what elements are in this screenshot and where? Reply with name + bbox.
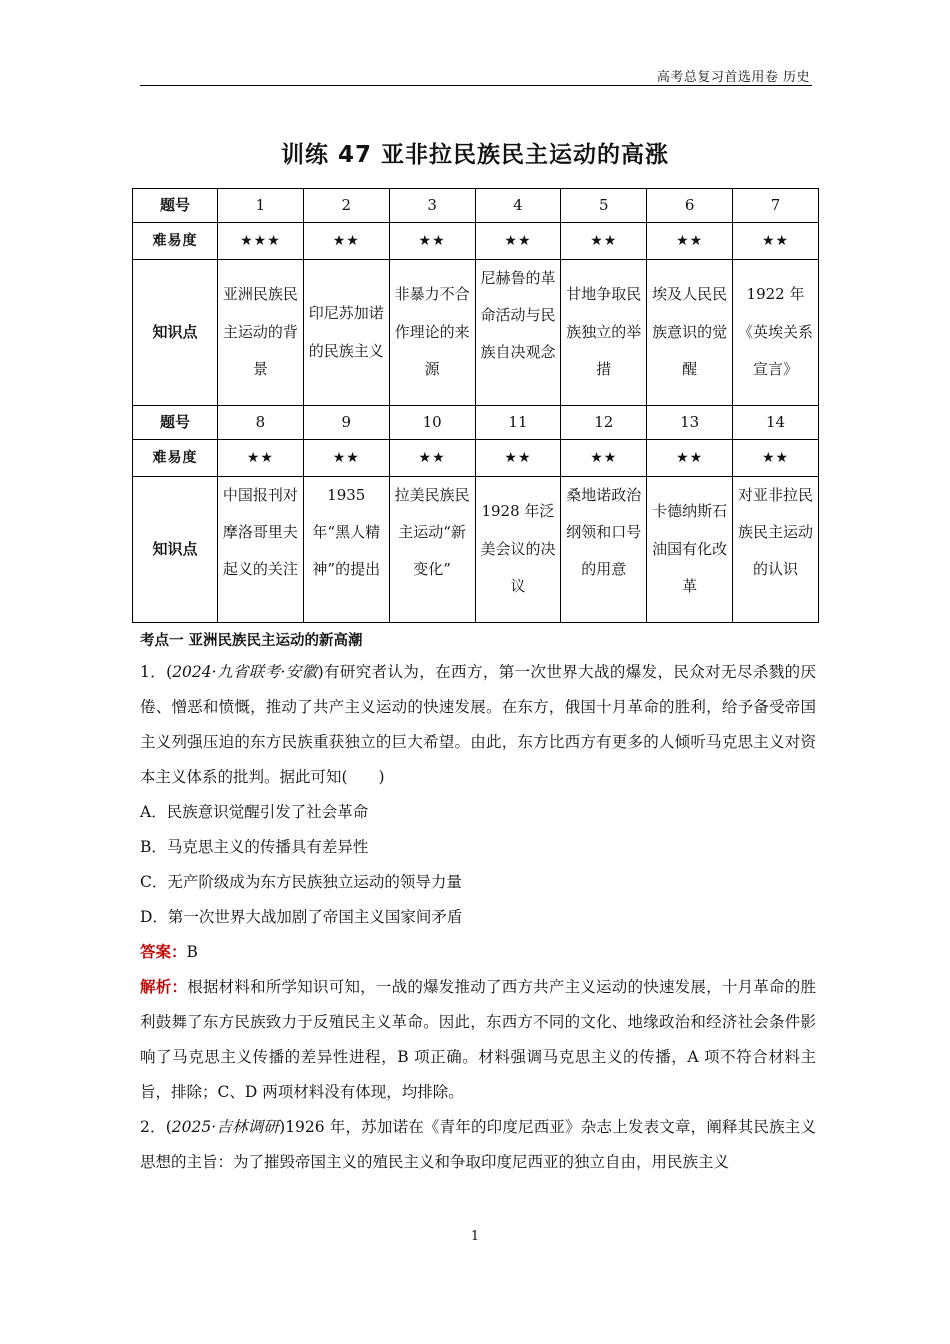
question-number: 6	[647, 189, 733, 223]
question-number: 9	[303, 406, 389, 440]
knowledge-cell: 中国报刊对摩洛哥里夫起义的关注	[218, 477, 304, 623]
question-source: 2024·九省联考·安徽	[172, 663, 318, 681]
question-number: 3	[389, 189, 475, 223]
table-row-knowledge-2	[133, 477, 819, 623]
table-row-difficulty-2	[133, 440, 819, 477]
knowledge-cell: 对亚非拉民族民主运动的认识	[733, 477, 819, 623]
table-row-numbers-2	[133, 406, 819, 440]
knowledge-cell: 卡德纳斯石油国有化改革	[647, 477, 733, 623]
question-number: 7	[733, 189, 819, 223]
knowledge-cell: 拉美民族民主运动“新变化”	[389, 477, 475, 623]
row-label-number: 题号	[133, 189, 218, 223]
knowledge-cell: 印尼苏加诺的民族主义	[303, 260, 389, 406]
knowledge-point-table	[132, 188, 819, 623]
row-label-difficulty: 难易度	[133, 440, 218, 477]
option-a: A．民族意识觉醒引发了社会革命	[140, 803, 369, 821]
question-source: 2025·吉林调研	[171, 1118, 280, 1136]
difficulty-stars: ★★	[218, 440, 304, 477]
question-1-stem	[140, 655, 816, 795]
row-label-number: 题号	[133, 406, 218, 440]
knowledge-cell: 埃及人民民族意识的觉醒	[647, 260, 733, 406]
difficulty-stars: ★★	[389, 440, 475, 477]
question-number: 13	[647, 406, 733, 440]
knowledge-cell: 尼赫鲁的革命活动与民族自决观念	[475, 260, 561, 406]
page-title: 训练 47 亚非拉民族民主运动的高涨	[280, 142, 670, 168]
question-number: 5	[561, 189, 647, 223]
difficulty-stars: ★★	[475, 440, 561, 477]
answer-label: 答案：	[140, 943, 187, 961]
knowledge-cell: 甘地争取民族独立的举措	[561, 260, 647, 406]
knowledge-cell: 1928 年泛美会议的决议	[475, 477, 561, 623]
running-header: 高考总复习首选用卷 历史	[656, 70, 810, 85]
knowledge-cell: 1922 年《英埃关系宣言》	[733, 260, 819, 406]
row-label-difficulty: 难易度	[133, 223, 218, 260]
knowledge-cell: 亚洲民族民主运动的背景	[218, 260, 304, 406]
question-number: 8	[218, 406, 304, 440]
difficulty-stars: ★★	[475, 223, 561, 260]
question-number: 1	[218, 189, 304, 223]
difficulty-stars: ★★	[303, 223, 389, 260]
table-row-numbers-1	[133, 189, 819, 223]
option-b: B．马克思主义的传播具有差异性	[140, 838, 369, 856]
difficulty-stars: ★★	[561, 223, 647, 260]
question-number: 14	[733, 406, 819, 440]
question-number: 11	[475, 406, 561, 440]
question-number: 2	[303, 189, 389, 223]
page-number: 1	[470, 1229, 480, 1244]
table-row-knowledge-1	[133, 260, 819, 406]
question-number: 4	[475, 189, 561, 223]
difficulty-stars: ★★	[733, 223, 819, 260]
answer-line	[140, 935, 816, 970]
question-number: 12	[561, 406, 647, 440]
question-content	[140, 627, 816, 1180]
row-label-knowledge: 知识点	[133, 260, 218, 406]
question-text: )有研究者认为，在西方，第一次世界大战的爆发，民众对无尽杀戮的厌倦、憎恶和愤慨，推动了共产主义运动的快速发展。在东方，俄国十月革命的胜利，给予备受帝国主义列强压迫的东方民族重获独立的巨大希望。由此，东方比西方有更多的人倾听马克思主义对资本主义体系的批判。据此可知( )	[140, 663, 816, 786]
analysis-paragraph	[140, 970, 816, 1110]
difficulty-stars: ★★	[303, 440, 389, 477]
table-row-difficulty-1	[133, 223, 819, 260]
difficulty-stars: ★★	[647, 223, 733, 260]
analysis-text: 根据材料和所学知识可知，一战的爆发推动了西方共产主义运动的快速发展，十月革命的胜利鼓舞了东方民族致力于反殖民主义革命。因此，东西方不同的文化、地缘政治和经济社会条件影响了马克思主义传播的差异性进程，B 项正确。材料强调马克思主义的传播，A 项不符合材料主旨，排除；C、D 两项材料没有体现，均排除。	[140, 978, 816, 1101]
option-d: D．第一次世界大战加剧了帝国主义国家间矛盾	[140, 908, 463, 926]
knowledge-cell: 非暴力不合作理论的来源	[389, 260, 475, 406]
analysis-label: 解析：	[140, 978, 188, 996]
answer-value: B	[186, 943, 198, 961]
question-text: )1926 年，苏加诺在《青年的印度尼西亚》杂志上发表文章，阐释其民族主义思想的主旨：为了摧毁帝国主义的殖民主义和争取印度尼西亚的独立自由，用民族主义	[140, 1118, 816, 1171]
difficulty-stars: ★★	[389, 223, 475, 260]
difficulty-stars: ★★★	[218, 223, 304, 260]
difficulty-stars: ★★	[647, 440, 733, 477]
knowledge-cell: 桑地诺政治纲领和口号的用意	[561, 477, 647, 623]
question-2-stem	[140, 1110, 816, 1180]
question-number-prefix: 2．(	[140, 1118, 172, 1136]
option-c: C．无产阶级成为东方民族独立运动的领导力量	[140, 873, 462, 891]
section-heading: 考点一 亚洲民族民主运动的新高潮	[140, 633, 363, 649]
difficulty-stars: ★★	[733, 440, 819, 477]
knowledge-cell: 1935 年“黑人精神”的提出	[303, 477, 389, 623]
header-rule	[140, 85, 812, 86]
row-label-knowledge: 知识点	[133, 477, 218, 623]
question-number: 10	[389, 406, 475, 440]
difficulty-stars: ★★	[561, 440, 647, 477]
question-number-prefix: 1．(	[140, 663, 173, 681]
